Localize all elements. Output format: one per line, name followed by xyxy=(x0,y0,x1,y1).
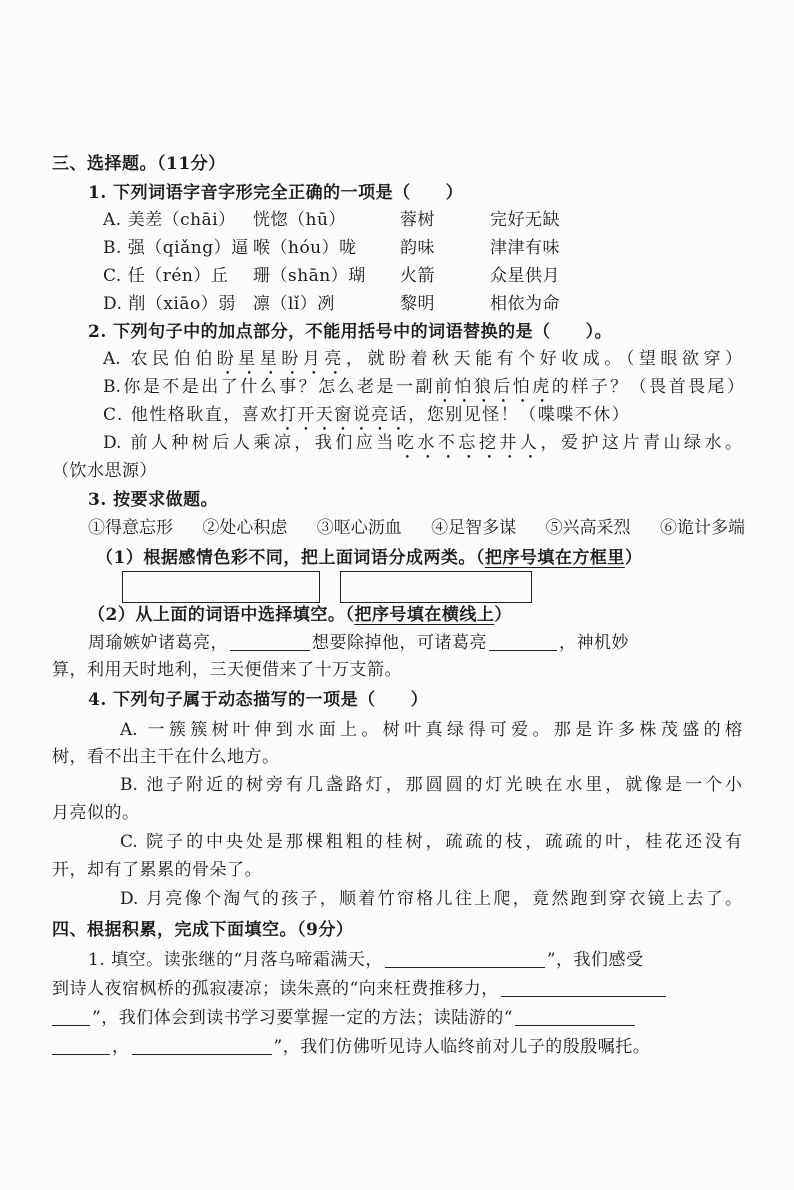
q1-option-a-word-1: A. 美差（chāi） xyxy=(103,210,236,230)
q2-option-d-continuation: （饮水思源） xyxy=(52,461,157,481)
q2-option-c-dotted-phrase: 打开天窗说亮话 xyxy=(278,405,409,425)
q1-option-d-word-1: D. 削（xiāo）弱 xyxy=(103,294,236,314)
s4-q1-text-4a: ， xyxy=(112,1037,130,1057)
q1-option-d-word-4: 相依为命 xyxy=(490,294,560,314)
s4-q1-line-2 xyxy=(52,977,668,1001)
q2-option-b-post: 的样子？（畏首畏尾） xyxy=(551,377,745,397)
q3-fill-blank-1[interactable] xyxy=(230,632,310,651)
q3-sub2-end: ） xyxy=(494,605,512,625)
q3-stem: 3. 按要求做题。 xyxy=(88,490,219,510)
q4-option-a[interactable]: A. 一簇簇树叶伸到水面上。树叶真绿得可爱。那是许多株茂盛的榕 xyxy=(120,720,742,740)
q1-option-a-word-4: 完好无缺 xyxy=(490,210,560,230)
q1-stem-text: 1. 下列词语字音字形完全正确的一项是 xyxy=(88,183,394,203)
q3-sub1-instruction xyxy=(96,546,642,570)
q1-option-c-word-3: 火箭 xyxy=(400,266,435,286)
q2-option-b-dotted-phrase: 前怕狼后怕虎 xyxy=(434,377,552,397)
q1-option-b[interactable] xyxy=(0,236,794,260)
q4-stem xyxy=(88,688,428,712)
q4-stem-text: 4. 下列句子属于动态描写的一项是 xyxy=(88,690,359,710)
q3-word-6: ⑥诡计多端 xyxy=(659,518,745,538)
section-3-heading: 三、选择题。（11分） xyxy=(52,154,226,174)
q1-option-d[interactable] xyxy=(0,292,794,316)
q2-answer-bracket[interactable]: （ ） xyxy=(533,322,595,342)
q2-option-a-pre: A. 农民伯伯 xyxy=(103,349,217,369)
s4-q1-text-2: 到诗人夜宿枫桥的孤寂凄凉；读朱熹的“向来枉费推移力， xyxy=(52,979,499,999)
q3-fill-part-3: ，神机妙 xyxy=(559,633,629,653)
q3-sub2-underlined: 把序号填在横线上 xyxy=(354,605,495,625)
s4-q1-line-1 xyxy=(88,948,644,972)
q3-word-2: ②处心积虑 xyxy=(202,518,288,538)
q3-fill-blank-2[interactable] xyxy=(489,632,557,651)
q1-answer-bracket[interactable]: （ ） xyxy=(393,183,464,203)
q1-option-c-word-1: C. 任（rén）丘 xyxy=(103,266,229,286)
q3-sub1-underlined: 把序号填在方框里 xyxy=(484,548,625,568)
s4-poem-blank-2b[interactable] xyxy=(52,1007,90,1026)
q3-fill-sentence xyxy=(88,631,629,655)
q2-option-a-dotted-phrase: 盼星星盼月亮 xyxy=(216,349,346,369)
q2-option-d-dotted-phrase: 吃水不忘挖井人 xyxy=(396,433,541,453)
q3-word-list xyxy=(88,516,745,540)
q1-option-a[interactable] xyxy=(0,208,794,232)
q2-stem xyxy=(88,320,612,344)
q4-option-a-continuation: 树，看不出主干在什么地方。 xyxy=(52,747,280,767)
q2-stem-end: 。 xyxy=(594,322,613,342)
q1-option-c-word-4: 众星供月 xyxy=(490,266,560,286)
q3-word-1: ①得意忘形 xyxy=(88,518,173,538)
q2-option-d-pre: D. 前人种树后人乘凉，我们应当 xyxy=(103,433,397,453)
s4-poem-blank-2a[interactable] xyxy=(501,978,666,997)
s4-poem-blank-4[interactable] xyxy=(132,1036,272,1055)
q1-stem xyxy=(88,181,463,205)
q1-option-a-word-2: 恍惚（hū） xyxy=(253,210,346,230)
s4-poem-blank-3b[interactable] xyxy=(52,1036,110,1055)
q4-option-d[interactable]: D. 月亮像个淘气的孩子，顺着竹帘格儿往上爬，竟然跑到穿衣镜上去了。 xyxy=(120,889,742,909)
q3-word-5: ⑤兴高采烈 xyxy=(545,518,631,538)
q1-option-c-word-2: 珊（shān）瑚 xyxy=(253,266,366,286)
q2-option-c-post: ，您别见怪！（喋喋不休） xyxy=(408,405,631,425)
q2-option-a-post: ，就盼着秋天能有个好收成。（望眼欲穿） xyxy=(345,349,742,369)
q1-option-c[interactable] xyxy=(0,264,794,288)
s4-q1-text-1b: ”，我们感受 xyxy=(546,950,644,970)
q4-option-b-continuation: 月亮似的。 xyxy=(52,803,140,823)
q3-fill-part-1: 周瑜嫉妒诸葛亮， xyxy=(88,633,228,653)
q3-fill-part-2: 想要除掉他，可诸葛亮 xyxy=(312,633,487,653)
q3-sub2-instruction xyxy=(88,603,512,627)
q1-option-d-word-3: 黎明 xyxy=(400,294,435,314)
q1-option-b-word-3: 韵味 xyxy=(400,238,435,258)
q3-fill-sentence-continuation: 算，利用天时地利，三天便借来了十万支箭。 xyxy=(52,660,402,680)
q4-option-c-continuation: 开，却有了累累的骨朵了。 xyxy=(52,860,262,880)
q3-answer-box-1[interactable] xyxy=(122,571,320,603)
q3-answer-box-2[interactable] xyxy=(340,571,532,603)
q2-option-d[interactable] xyxy=(103,431,742,463)
q2-option-d-post: ，爱护这片青山绿水。 xyxy=(540,433,742,453)
q2-option-b-pre: B.你是不是出了什么事？怎么老是一副 xyxy=(103,377,435,397)
q2-option-c-pre: C. 他性格耿直，喜欢 xyxy=(103,405,279,425)
q1-option-b-word-2: 喉（hóu）咙 xyxy=(253,238,357,258)
q3-word-3: ③呕心沥血 xyxy=(316,518,402,538)
s4-poem-blank-1[interactable] xyxy=(385,949,545,968)
q4-option-b[interactable]: B. 池子附近的树旁有几盏路灯，那圆圆的灯光映在水里，就像是一个小 xyxy=(120,775,742,795)
q4-answer-bracket[interactable]: （ ） xyxy=(358,690,429,710)
s4-q1-line-4 xyxy=(52,1035,650,1059)
q1-option-b-word-1: B. 强（qiǎng）逼 xyxy=(103,238,249,258)
q3-sub2-text: （2）从上面的词语中选择填空。（ xyxy=(88,605,355,625)
q3-sub1-text: （1）根据感情色彩不同，把上面词语分成两类。（ xyxy=(96,548,485,568)
s4-q1-line-3 xyxy=(52,1006,637,1030)
q1-option-d-word-2: 凛（lǐ）冽 xyxy=(253,294,335,314)
q3-word-4: ④足智多谋 xyxy=(431,518,517,538)
q1-option-a-word-3: 蓉树 xyxy=(400,210,435,230)
q3-sub1-end: ） xyxy=(624,548,643,568)
s4-poem-blank-3a[interactable] xyxy=(515,1007,635,1026)
q4-option-c[interactable]: C. 院子的中央处是那棵粗粗的桂树，疏疏的枝，疏疏的叶，桂花还没有 xyxy=(120,832,742,852)
s4-q1-text-4b: ”，我们仿佛听见诗人临终前对儿子的殷殷嘱托。 xyxy=(273,1037,651,1057)
section-4-heading: 四、根据积累，完成下面填空。（9分） xyxy=(52,920,354,940)
s4-q1-text-1a: 1. 填空。读张继的“月落乌啼霜满天， xyxy=(88,950,383,970)
s4-q1-text-3: ”，我们体会到读书学习要掌握一定的方法；读陆游的“ xyxy=(92,1008,513,1028)
q1-option-b-word-4: 津津有味 xyxy=(490,238,560,258)
q2-stem-text: 2. 下列句子中的加点部分，不能用括号中的词语替换的是 xyxy=(88,322,534,342)
